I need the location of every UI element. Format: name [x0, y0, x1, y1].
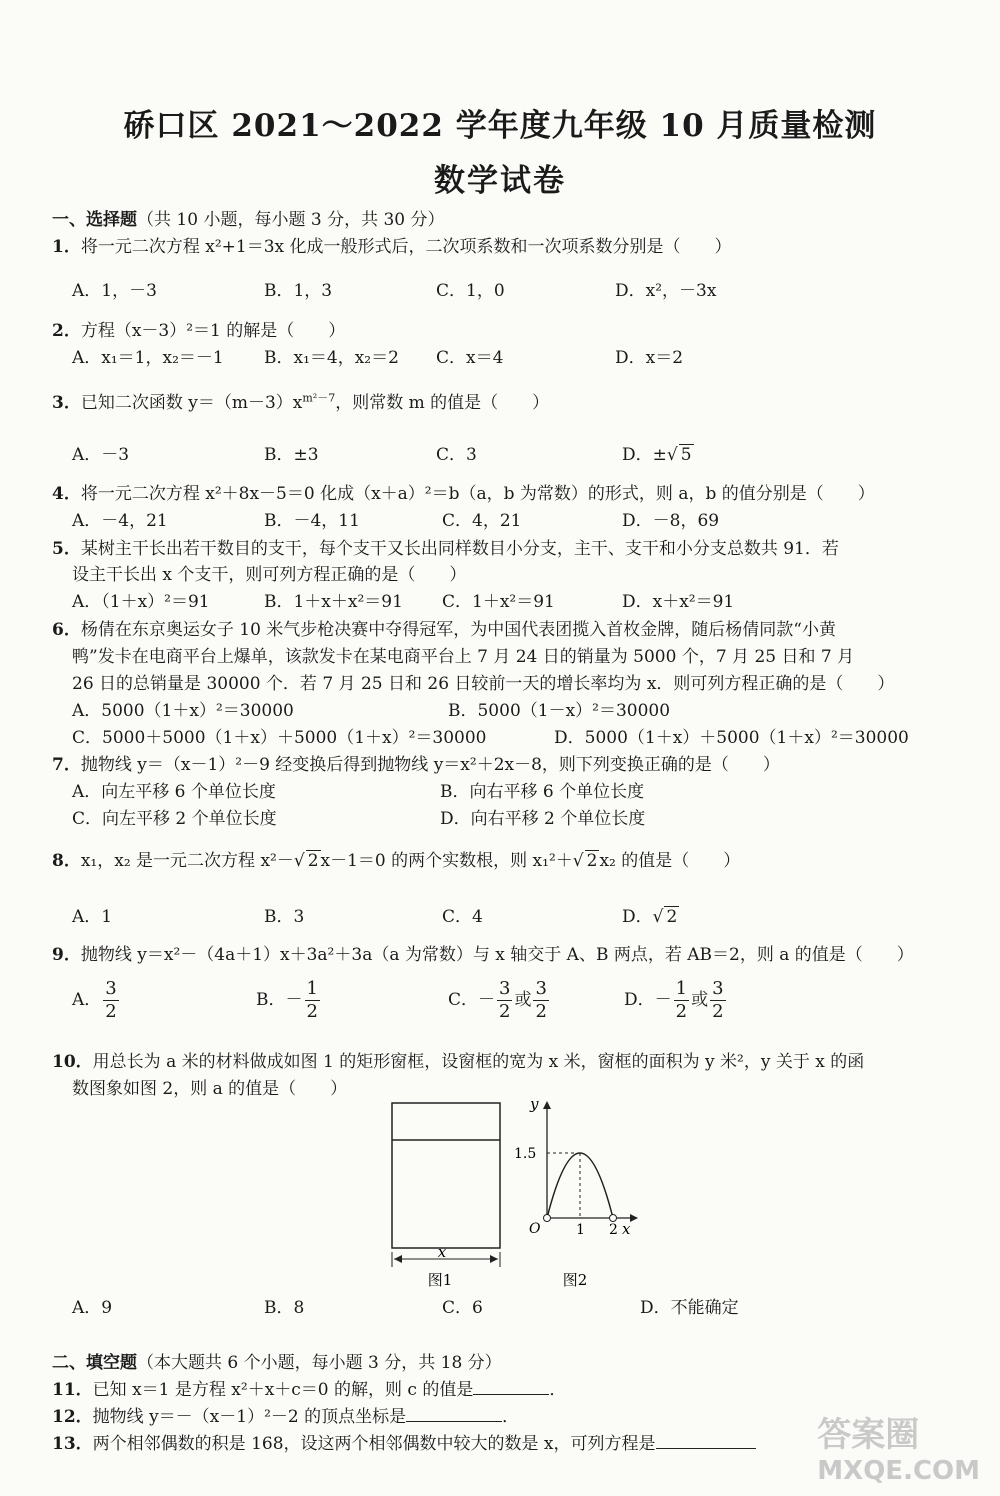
option-d-label: D． — [622, 907, 653, 927]
exponent: m²－7 — [302, 391, 336, 405]
option-d: D．√ 2 — [622, 907, 678, 927]
question-text: 方程（x－3）²＝1 的解是（ ） — [80, 321, 346, 341]
question-number: 9． — [52, 945, 81, 965]
open-point-origin — [544, 1215, 551, 1222]
option-a: A．1 — [72, 907, 113, 927]
exam-subtitle: 数学试卷 — [434, 163, 566, 199]
width-label: x — [437, 1243, 447, 1261]
option-a-label: A． — [72, 990, 102, 1010]
question-number: 10． — [52, 1052, 93, 1072]
option-a: A．（1＋x）²＝91 — [72, 592, 210, 612]
origin-label: O — [529, 1221, 541, 1237]
option-c: C．6 — [442, 1298, 483, 1318]
figure-1 — [380, 1095, 510, 1290]
denominator: 2 — [535, 1001, 547, 1022]
question-number: 1． — [52, 237, 81, 257]
or-text: 或 — [514, 990, 532, 1010]
y-tick-label: 1.5 — [514, 1146, 537, 1162]
numerator: 3 — [499, 978, 511, 999]
section-1-title: 一、选择题 — [52, 210, 137, 230]
y-axis-label: y — [530, 1095, 539, 1113]
sqrt-value: 5 — [680, 445, 692, 465]
question-number: 3． — [52, 393, 81, 413]
option-b: B．5000（1－x）²＝30000 — [448, 701, 671, 721]
question-text: 将一元二次方程 x²+1＝3x 化成一般形式后，二次项系数和一次项系数分别是（ ） — [80, 237, 732, 257]
question-number: 5． — [52, 539, 81, 559]
option-d: D．5000（1＋x）＋5000（1＋x）²＝30000 — [554, 728, 909, 748]
fraction — [674, 978, 689, 1023]
question-11 — [52, 1375, 566, 1400]
option-a: A．－3 — [72, 445, 130, 465]
fraction — [710, 978, 725, 1023]
option-c: C．4 — [442, 907, 483, 927]
section-2-heading — [52, 1348, 502, 1373]
question-6-line-3: 26 日的总销量是 30000 个．若 7 月 25 日和 26 日较前一天的增长率均为 x．则可列方程正确的是（ ） — [72, 674, 895, 694]
x-tick-label-2: 2 — [609, 1222, 618, 1238]
question-end: ． — [549, 1380, 567, 1400]
option-c: C．5000＋5000（1＋x）＋5000（1＋x）²＝30000 — [72, 728, 487, 748]
question-text-c: x₂ 的值是（ ） — [599, 851, 741, 871]
option-a — [72, 978, 121, 1023]
option-c: C．3 — [436, 445, 477, 465]
x-axis-arrow — [630, 1214, 638, 1222]
denominator: 2 — [105, 1001, 117, 1022]
question-text: 某树主干长出若干数目的支干，每个支干又长出同样数目小分支，主干、支干和小分支总数共 91．若 — [80, 539, 839, 559]
option-b: B．－4，11 — [264, 511, 360, 531]
question-text-after: ，则常数 m 的值是（ ） — [335, 393, 550, 413]
question-number: 6． — [52, 620, 81, 640]
question-8: 8．x₁，x₂ 是一元二次方程 x²－√ 2 x－1＝0 的两个实数根，则 x₁²＋√ 2 x₂ 的值是（ ） — [52, 851, 741, 871]
arrow-right — [490, 1255, 498, 1263]
option-d — [624, 978, 728, 1023]
fraction — [497, 978, 512, 1023]
option-c-label: C．－ — [448, 990, 496, 1010]
section-2-note: （本大题共 6 个小题，每小题 3 分，共 18 分） — [137, 1353, 502, 1373]
figure-1-caption: 图1 — [427, 1271, 453, 1289]
question-text-a: x₁，x₂ 是一元二次方程 x²－ — [80, 851, 294, 871]
question-12 — [52, 1402, 519, 1427]
option-d: D．x＝2 — [615, 348, 684, 368]
question-text: 已知二次函数 y＝（m－3）x — [80, 393, 303, 413]
question-number: 7． — [52, 755, 81, 775]
denominator: 2 — [306, 1001, 318, 1022]
numerator: 1 — [306, 978, 318, 999]
question-number: 4． — [52, 484, 81, 504]
denominator: 2 — [712, 1001, 724, 1022]
question-text: 抛物线 y＝－（x－1）²－2 的顶点坐标是 — [92, 1407, 407, 1427]
question-2 — [52, 316, 345, 341]
question-end: ． — [502, 1407, 520, 1427]
question-text: 抛物线 y＝（x－1）²－9 经变换后得到抛物线 y＝x²＋2x－8，则下列变换正确的是（ ） — [80, 755, 780, 775]
option-c — [448, 978, 551, 1023]
question-text: 杨倩在东京奥运女子 10 米气步枪决赛中夺得冠军，为中国代表团揽入首枚金牌，随后杨倩同款“小黄 — [80, 620, 836, 640]
option-c: C．向左平移 2 个单位长度 — [72, 809, 277, 829]
option-c: C．x＝4 — [436, 348, 504, 368]
option-b: B．8 — [264, 1298, 305, 1318]
numerator: 1 — [675, 978, 688, 999]
question-5 — [52, 534, 839, 559]
x-tick-label-1: 1 — [576, 1222, 585, 1238]
question-6-line-2: 鸭”发卡在电商平台上爆单，该款发卡在某电商平台上 7 月 24 日的销量为 5000 个，7 月 25 日和 7 月 — [72, 647, 855, 667]
question-text: 用总长为 a 米的材料做成如图 1 的矩形窗框，设窗框的宽为 x 米，窗框的面积为 y 米²，y 关于 x 的函 — [92, 1052, 865, 1072]
question-number: 12． — [52, 1407, 93, 1427]
option-b: B．x₁＝4，x₂＝2 — [264, 348, 399, 368]
answer-blank[interactable] — [473, 1380, 549, 1395]
option-d: D．±√ 5 — [622, 445, 692, 465]
option-d: D．x²，－3x — [615, 281, 717, 301]
x-axis-label: x — [622, 1220, 631, 1238]
option-a: A．1，－3 — [72, 281, 157, 301]
section-1-note: （共 10 小题，每小题 3 分，共 30 分） — [137, 210, 445, 230]
or-text: 或 — [691, 990, 709, 1010]
option-a: A．x₁＝1，x₂＝－1 — [72, 348, 224, 368]
question-7 — [52, 750, 780, 775]
question-13 — [52, 1429, 756, 1454]
option-b: B．3 — [264, 907, 305, 927]
fraction — [103, 978, 118, 1023]
option-d: D．向右平移 2 个单位长度 — [440, 809, 646, 829]
question-number: 11． — [52, 1380, 93, 1400]
section-2-title: 二、填空题 — [52, 1353, 137, 1373]
watermark-main: 答案圈 — [817, 1415, 920, 1455]
question-9 — [52, 940, 914, 965]
site-watermark — [817, 1407, 980, 1486]
figure-2-caption: 图2 — [562, 1271, 588, 1289]
question-text: 抛物线 y＝x²－（4a＋1）x＋3a²＋3a（a 为常数）与 x 轴交于 A、B 两点，若 AB＝2，则 a 的值是（ ） — [80, 945, 914, 965]
question-6 — [52, 615, 836, 640]
option-d-label: D．－ — [624, 990, 672, 1010]
question-4 — [52, 479, 875, 504]
fraction — [305, 978, 320, 1023]
option-a: A．9 — [72, 1298, 113, 1318]
option-d: D．x＋x²＝91 — [622, 592, 735, 612]
denominator: 2 — [675, 1001, 688, 1022]
question-10-line-2: 数图象如图 2，则 a 的值是（ ） — [72, 1079, 348, 1099]
question-number: 2． — [52, 321, 81, 341]
numerator: 3 — [712, 978, 724, 999]
sqrt-value: 2 — [666, 907, 678, 927]
watermark-url: MXQE.COM — [817, 1456, 980, 1486]
question-text: 将一元二次方程 x²＋8x－5＝0 化成（x＋a）²＝b（a，b 为常数）的形式，则 a，b 的值分别是（ ） — [80, 484, 875, 504]
question-text: 已知 x＝1 是方程 x²＋x＋c＝0 的解，则 c 的值是 — [92, 1380, 474, 1400]
numerator: 3 — [105, 978, 117, 999]
option-d-label: D．± — [622, 445, 667, 465]
option-d: D．不能确定 — [640, 1298, 739, 1318]
option-a: A．向左平移 6 个单位长度 — [72, 782, 276, 802]
section-1-heading — [52, 205, 445, 230]
question-text: 两个相邻偶数的积是 168，设这两个相邻偶数中较大的数是 x，可列方程是 — [92, 1434, 656, 1454]
open-point-x2 — [610, 1215, 617, 1222]
option-b — [256, 978, 322, 1023]
sqrt-a: 2 — [307, 851, 319, 871]
question-5-line-2: 设主干长出 x 个支干，则可列方程正确的是（ ） — [72, 565, 467, 585]
question-text-b: x－1＝0 的两个实数根，则 x₁²＋ — [320, 851, 573, 871]
sqrt-b: 2 — [586, 851, 598, 871]
question-10 — [52, 1047, 864, 1072]
option-a: A．－4，21 — [72, 511, 168, 531]
question-number: 8． — [52, 851, 81, 871]
answer-blank[interactable] — [656, 1434, 756, 1449]
option-b: B．1＋x＋x²＝91 — [264, 592, 403, 612]
y-axis-arrow — [543, 1101, 551, 1109]
fraction — [533, 978, 548, 1023]
numerator: 3 — [535, 978, 547, 999]
option-b: B．±3 — [264, 445, 319, 465]
option-b-label: B．－ — [256, 990, 303, 1010]
question-number: 13． — [52, 1434, 93, 1454]
option-b: B．向右平移 6 个单位长度 — [440, 782, 645, 802]
arrow-left — [394, 1255, 402, 1263]
option-a: A．5000（1＋x）²＝30000 — [72, 701, 294, 721]
question-3 — [52, 388, 549, 413]
option-c: C．1＋x²＝91 — [442, 592, 555, 612]
option-d: D．－8，69 — [622, 511, 720, 531]
question-1 — [52, 232, 732, 257]
option-b: B．1，3 — [264, 281, 333, 301]
denominator: 2 — [499, 1001, 511, 1022]
window-frame — [392, 1103, 500, 1248]
option-c: C．1，0 — [436, 281, 505, 301]
answer-blank[interactable] — [406, 1407, 502, 1422]
figure-2 — [512, 1093, 642, 1290]
option-c: C．4，21 — [442, 511, 522, 531]
exam-title: 硚口区 2021～2022 学年度九年级 10 月质量检测 — [123, 108, 877, 144]
